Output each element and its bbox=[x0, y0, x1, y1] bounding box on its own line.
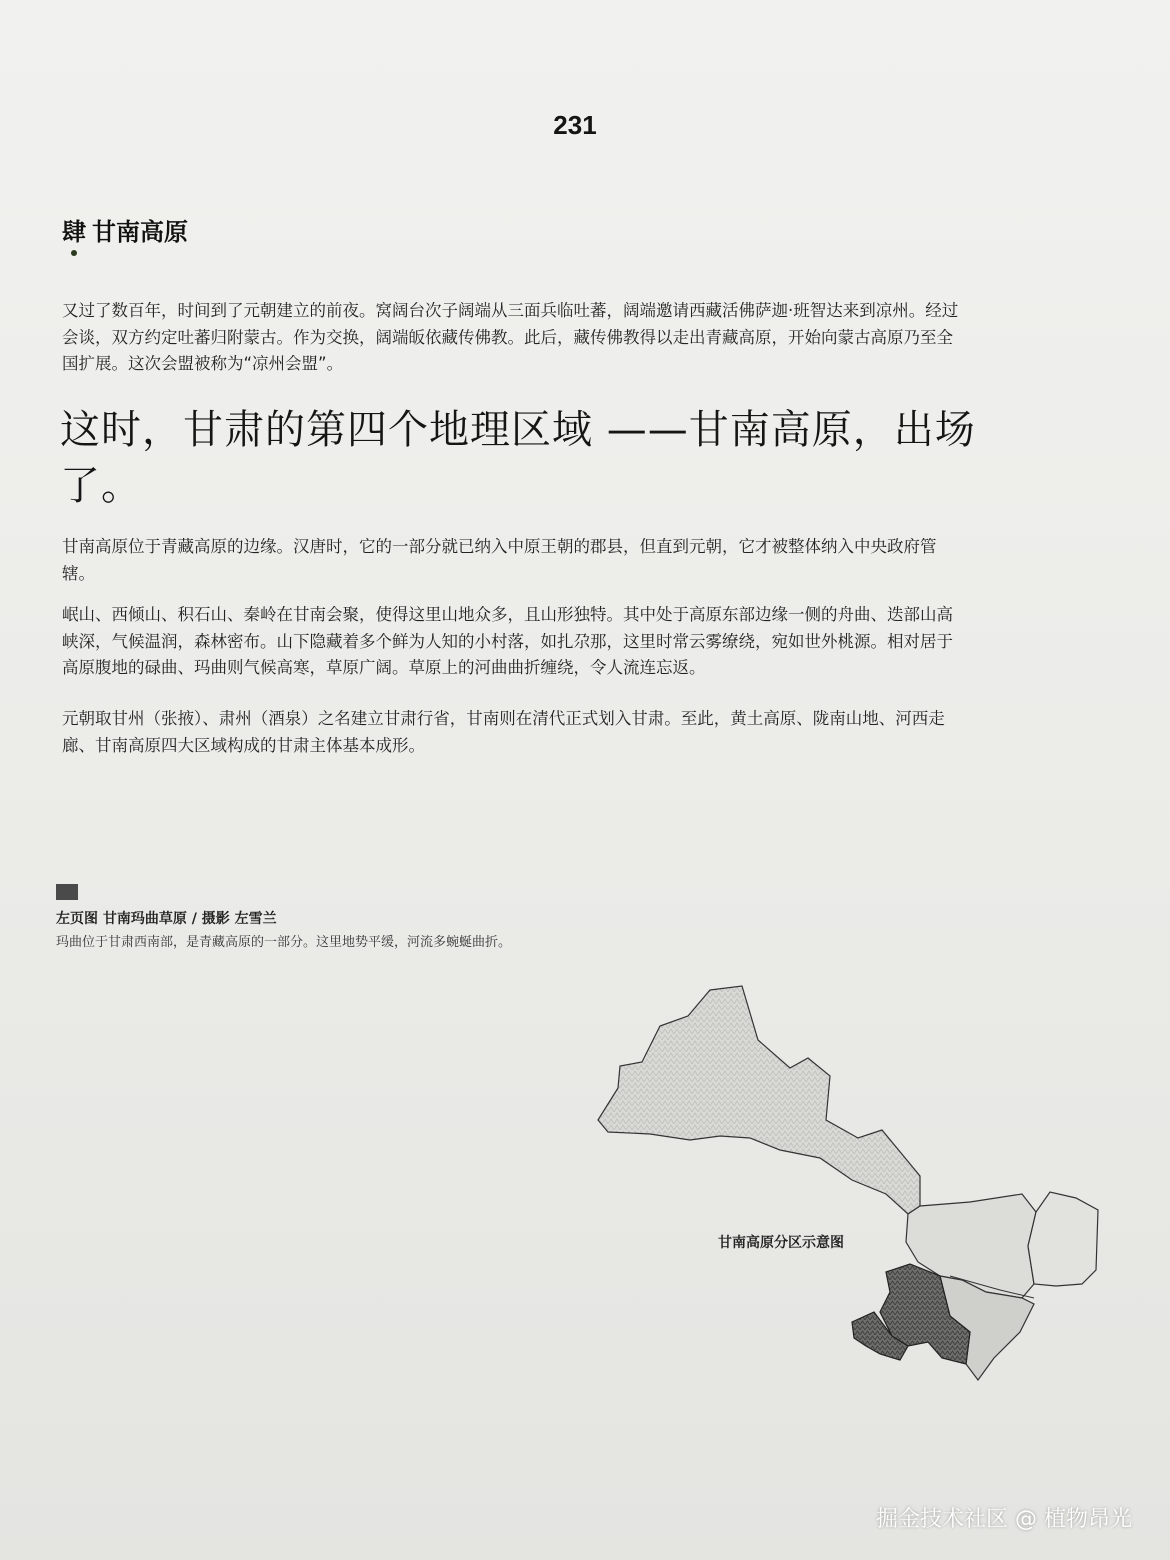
map-region-east bbox=[1028, 1192, 1098, 1286]
intro-paragraph: 又过了数百年，时间到了元朝建立的前夜。窝阔台次子阔端从三面兵临吐蕃，阔端邀请西藏活佛萨迦·班智达来到凉州。经过会谈，双方约定吐蕃归附蒙古。作为交换，阔端皈依藏传佛教。此后，藏传佛教得以走出青藏高原，开始向蒙古高原乃至全国扩展。这次会盟被称为“凉州会盟”。 bbox=[62, 301, 959, 373]
body-paragraph-1: 甘南高原位于青藏高原的边缘。汉唐时，它的一部分就已纳入中原王朝的郡县，但直到元朝，它才被整体纳入中央政府管辖。 bbox=[62, 537, 937, 583]
gansu-region-map bbox=[590, 980, 1110, 1400]
caption-marker-icon bbox=[56, 884, 78, 900]
page-number: 231 bbox=[553, 110, 597, 140]
headline-quote: 这时，甘肃的第四个地理区域 ——甘南高原，出场了。 bbox=[60, 407, 976, 509]
body-paragraph-2: 岷山、西倾山、积石山、秦岭在甘南会聚，使得这里山地众多，且山形独特。其中处于高原东部边缘一侧的舟曲、迭部山高峡深，气候温润，森林密布。山下隐藏着多个鲜为人知的小村落，如扎尕那，这里时常云雾缭绕，宛如世外桃源。相对居于高原腹地的碌曲、玛曲则气候高寒，草原广阔。草原上的河曲曲折缠绕，令人流连忘返。 bbox=[62, 605, 953, 677]
body-paragraph-3: 元朝取甘州（张掖）、肃州（酒泉）之名建立甘肃行省，甘南则在清代正式划入甘肃。至此，黄土高原、陇南山地、河西走廊、甘南高原四大区域构成的甘肃主体基本成形。 bbox=[62, 709, 945, 755]
section-heading bbox=[62, 212, 188, 247]
watermark: 掘金技术社区 @ 植物昂光 bbox=[876, 1507, 1132, 1532]
map-label: 甘南高原分区示意图 bbox=[718, 1235, 844, 1251]
map-region-hexi bbox=[598, 986, 920, 1214]
section-title: 甘南高原 bbox=[92, 218, 188, 246]
section-dot-icon bbox=[71, 250, 77, 256]
section-number-glyph: 肆 bbox=[62, 218, 86, 246]
caption-title: 左页图 甘南玛曲草原 / 摄影 左雪兰 bbox=[56, 911, 277, 927]
caption-text: 玛曲位于甘肃西南部，是青藏高原的一部分。这里地势平缓，河流多蜿蜒曲折。 bbox=[56, 935, 512, 950]
